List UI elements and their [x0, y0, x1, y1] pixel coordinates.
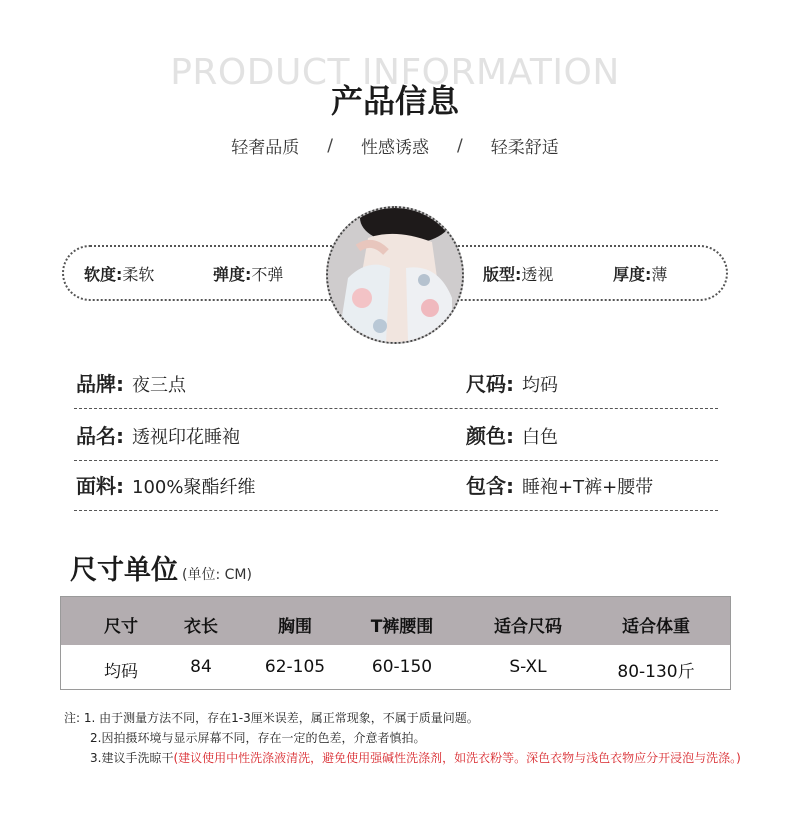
note-text: 2.因拍摄环境与显示屏幕不同，存在一定的色差，介意者慎拍。: [90, 731, 426, 745]
size-cell: 均码: [104, 662, 138, 682]
info-label: 包含:: [466, 474, 514, 498]
feature-value: 透视: [521, 265, 554, 284]
background-title: PRODUCT INFORMATION: [170, 52, 620, 93]
page-title: 产品信息: [330, 82, 459, 120]
info-value: 白色: [522, 427, 558, 448]
size-header-cell: 衣长: [184, 617, 218, 637]
tagline-separator: /: [327, 135, 333, 156]
info-label: 尺码:: [466, 372, 514, 396]
size-header-cell: 尺寸: [104, 617, 138, 637]
size-header-cell: T裤腰围: [370, 617, 434, 637]
info-value: 均码: [522, 375, 558, 396]
feature-fit: [483, 262, 553, 285]
product-photo: [326, 206, 464, 344]
size-section-title: [70, 548, 252, 587]
feature-value: 不弹: [251, 265, 284, 284]
info-label: 品牌:: [76, 372, 124, 396]
feature-softness: [84, 262, 154, 285]
taglines: [0, 133, 790, 158]
size-cell: S-XL: [509, 657, 547, 677]
info-label: 颜色:: [466, 424, 514, 448]
note-text: 1. 由于测量方法不同，存在1-3厘米误差，属正常现象，不属于质量问题。: [83, 711, 479, 725]
note-warning: (建议使用中性洗涤液清洗，避免使用强碱性洗涤剂，如洗衣粉等。深色衣物与浅色衣物应分开浸泡与洗涤。): [173, 751, 741, 765]
feature-label: 版型:: [483, 265, 522, 284]
info-label: 品名:: [76, 424, 124, 448]
info-contents: [466, 470, 653, 499]
info-label: 面料:: [76, 474, 124, 498]
note-text: 3.建议手洗晾干: [90, 751, 174, 765]
info-brand: [76, 368, 186, 397]
info-value: 夜三点: [132, 375, 186, 396]
note-line: [64, 728, 741, 748]
info-fabric: [76, 470, 255, 499]
size-header-cell: 适合体重: [622, 617, 690, 637]
feature-label: 弹度:: [213, 265, 252, 284]
info-color: [466, 420, 558, 449]
tagline-1: 轻奢品质: [231, 138, 300, 158]
info-size: [466, 368, 558, 397]
feature-value: 柔软: [122, 265, 155, 284]
tagline-separator: /: [457, 135, 463, 156]
tagline-3: 轻柔舒适: [490, 138, 559, 158]
size-header-cell: 适合尺码: [494, 617, 562, 637]
info-row: [74, 358, 718, 409]
size-cell: 62-105: [264, 657, 326, 677]
note-line: [64, 748, 741, 768]
feature-elasticity: [213, 262, 283, 285]
size-header-cell: 胸围: [278, 617, 312, 637]
size-table: [60, 596, 731, 690]
size-table-header: [61, 597, 730, 645]
info-row: [74, 410, 718, 461]
info-value: 100%聚酯纤维: [132, 477, 256, 498]
info-value: 睡袍+T裤+腰带: [522, 477, 654, 498]
size-unit: (单位: CM): [182, 567, 252, 583]
product-photo-illustration: [328, 208, 462, 342]
size-cell: 84: [190, 657, 212, 677]
notes: [64, 708, 741, 768]
info-row: [74, 460, 718, 511]
note-line: [64, 708, 741, 728]
info-product-name: [76, 420, 240, 449]
feature-label: 软度:: [84, 265, 123, 284]
feature-label: 厚度:: [613, 265, 652, 284]
size-cell: 80-130斤: [617, 662, 695, 682]
note-prefix: 注:: [64, 711, 81, 725]
info-value: 透视印花睡袍: [132, 427, 240, 448]
feature-thickness: [613, 262, 667, 285]
size-cell: 60-150: [371, 657, 433, 677]
size-title-text: 尺寸单位: [70, 555, 178, 586]
feature-value: 薄: [651, 265, 668, 284]
tagline-2: 性感诱惑: [361, 138, 429, 158]
